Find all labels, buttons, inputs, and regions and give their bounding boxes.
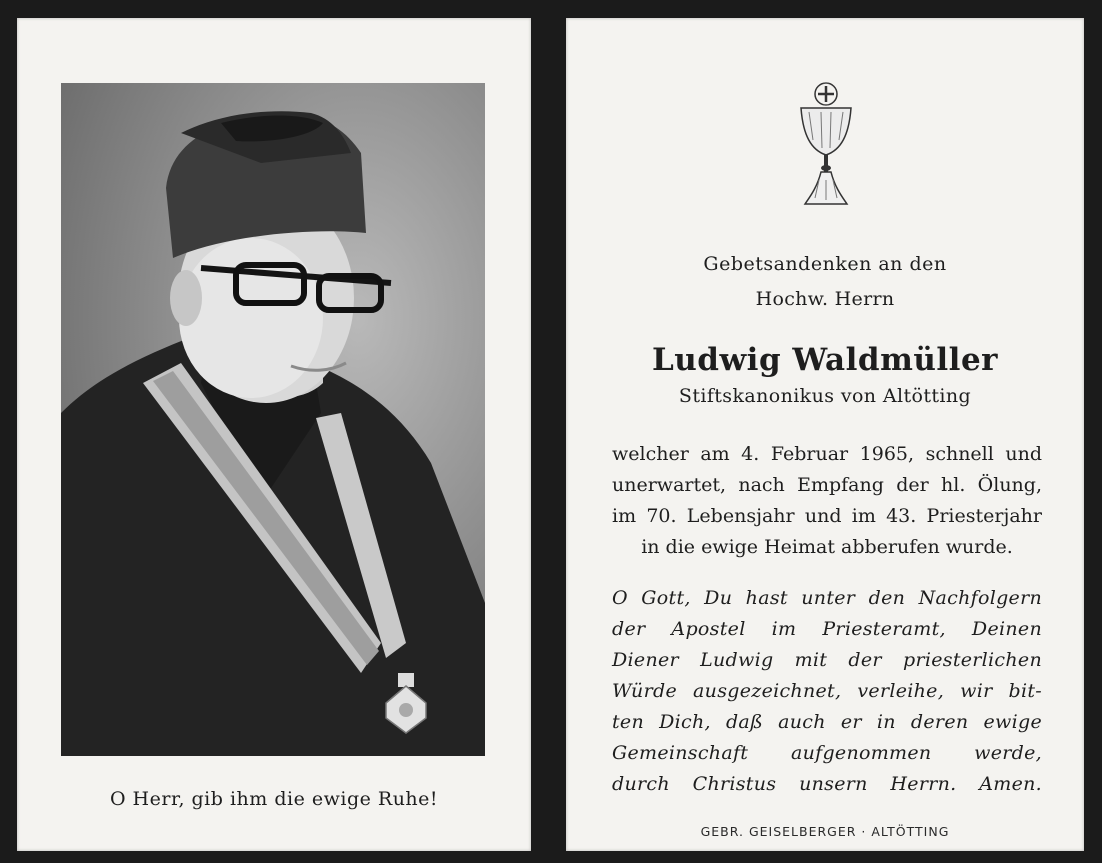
heading-line-2: Hochw. Herrn <box>755 288 895 310</box>
notice-line: in die ewige Heimat abberufen wurde. <box>641 536 1013 558</box>
printer-imprint: GEBR. GEISELBERGER · ALTÖTTING <box>700 824 950 839</box>
right-card <box>566 18 1084 851</box>
deceased-title: Stiftskanonikus von Altötting <box>678 385 972 407</box>
notice-line: im 70. Lebensjahr und im 43. Priesterjahr <box>612 505 1042 527</box>
deceased-name: Ludwig Waldmüller <box>651 342 999 378</box>
notice-line: welcher am 4. Februar 1965, schnell und <box>612 443 1042 465</box>
prayer-line: der Apostel im Priesteramt, Deinen <box>612 618 1042 640</box>
prayer-line: O Gott, Du hast unter den Nachfolgern <box>612 587 1042 609</box>
prayer-line: Würde ausgezeichnet, verleihe, wir bit- <box>612 680 1042 702</box>
rest-in-peace-caption: O Herr, gib ihm die ewige Ruhe! <box>109 788 439 810</box>
portrait-photo <box>61 83 485 756</box>
prayer-line: Gemeinschaft aufgenommen werde, <box>612 742 1042 764</box>
prayer-line: ten Dich, daß auch er in deren ewige <box>612 711 1042 733</box>
prayer-line: durch Christus unsern Herrn. Amen. <box>612 773 1042 795</box>
notice-line: unerwartet, nach Empfang der hl. Ölung, <box>612 474 1042 496</box>
chalice-icon <box>791 80 861 210</box>
prayer-line: Diener Ludwig mit der priesterlichen <box>612 649 1042 671</box>
left-card <box>17 18 531 851</box>
heading-line-1: Gebetsandenken an den <box>703 253 947 275</box>
